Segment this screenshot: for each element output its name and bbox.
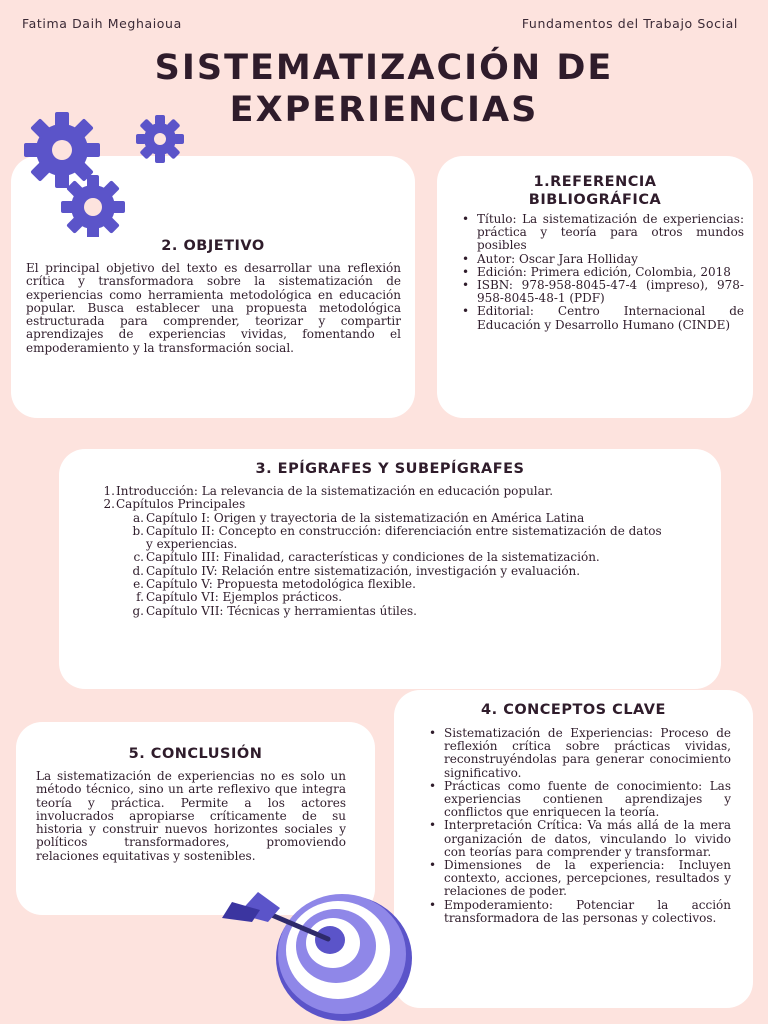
item-number: 2.: [103, 497, 115, 512]
course-name: Fundamentos del Trabajo Social: [521, 16, 738, 31]
title-line-1: SISTEMATIZACIÓN DE: [154, 48, 614, 88]
chapter-text: Capítulo IV: Relación entre sistematización, investigación y evaluación.: [146, 563, 581, 578]
referencia-card: [437, 156, 753, 418]
item-text: Introducción: La relevancia de la sistematización en educación popular.: [116, 484, 554, 498]
chapter-item: [133, 510, 666, 525]
epigrafes-list: [103, 484, 666, 618]
chapter-letter: g.: [132, 603, 144, 618]
gears-icon: [0, 112, 200, 237]
item-number: 1.: [103, 484, 115, 498]
author-name: Fatima Daih Meghaioua: [22, 16, 182, 31]
referencia-heading: 1.REFERENCIA BIBLIOGRÁFICA: [528, 174, 662, 208]
list-item: • Prácticas como fuente de conocimiento: Las experiencias contienen aprendizajes y conflictos que enriquecen la teoría.: [424, 780, 731, 820]
objetivo-text: El principal objetivo del texto es desarrollar una reflexión crítica y transformadora sobre la sistematización de experiencias como herramienta metodológica en educación popular. Busca establecer una propuesta metodológica estructurada para comprender, teorizar y compartir aprendizajes de experiencias vividas, fomentando el empoderamiento y la transformación social.: [26, 261, 401, 355]
chapter-item: [136, 590, 666, 605]
chapter-item: [132, 603, 666, 618]
conclusion-card: [16, 722, 375, 915]
conceptos-card: [394, 690, 753, 1008]
chapter-item: [132, 563, 666, 578]
list-item: • Dimensiones de la experiencia: Incluyen contexto, acciones, percepciones, resultados y relaciones de poder.: [424, 859, 731, 899]
chapter-item: [132, 523, 666, 552]
chapter-text: Capítulo II: Concepto en construcción: diferenciación entre sistematización de datos y experiencias.: [146, 523, 662, 552]
list-item: • Interpretación Crítica: Va más allá de la mera organización de datos, vinculando lo vivido con teorías para comprender y transformar.: [424, 819, 731, 859]
title-line-2: EXPERIENCIAS: [229, 90, 539, 130]
list-item: • ISBN: 978-958-8045-47-4 (impreso), 978-958-8045-48-1 (PDF): [457, 279, 744, 305]
epigrafes-card: [59, 449, 721, 689]
list-item: • Editorial: Centro Internacional de Educación y Desarrollo Humano (CINDE): [457, 305, 744, 331]
chapter-letter: e.: [133, 577, 144, 592]
chapter-letter: b.: [132, 523, 144, 538]
conclusion-text: La sistematización de experiencias no es solo un método técnico, sino un arte reflexivo que integra teoría y práctica. Permite a los actores involucrados apropiarse críticamente de su historia y construir nuevos horizontes sociales y políticos transformadores, promoviendo relaciones equitativas y sostenibles.: [36, 769, 346, 863]
chapter-letter: a.: [133, 510, 144, 525]
referencia-list: [457, 213, 744, 332]
chapter-item: [133, 577, 666, 592]
chapter-text: Capítulo V: Propuesta metodológica flexible.: [146, 577, 416, 592]
chapters-list: [132, 510, 666, 618]
list-item: • Empoderamiento: Potenciar la acción transformadora de las personas y colectivos.: [424, 899, 731, 925]
epigrafes-heading: 3. EPÍGRAFES Y SUBEPÍGRAFES: [255, 461, 525, 477]
list-item: • Edición: Primera edición, Colombia, 2018: [457, 266, 744, 279]
conceptos-heading: 4. CONCEPTOS CLAVE: [481, 702, 666, 718]
item-text: Capítulos Principales: [116, 497, 246, 512]
chapter-letter: d.: [132, 563, 144, 578]
list-item: [103, 484, 666, 498]
conceptos-list: [424, 727, 731, 925]
chapter-text: Capítulo I: Origen y trayectoria de la sistematización en América Latina: [146, 510, 585, 525]
list-item: • Título: La sistematización de experiencias: práctica y teoría para otros mundos posibles: [457, 213, 744, 253]
chapter-text: Capítulo VI: Ejemplos prácticos.: [146, 590, 343, 605]
chapter-text: Capítulo III: Finalidad, características y condiciones de la sistematización.: [146, 550, 600, 565]
list-item: • Autor: Oscar Jara Holliday: [457, 253, 744, 266]
chapter-letter: c.: [133, 550, 144, 565]
target-icon: [218, 888, 418, 1024]
chapter-text: Capítulo VII: Técnicas y herramientas útiles.: [146, 603, 417, 618]
chapter-item: [133, 550, 666, 565]
list-item: • Sistematización de Experiencias: Proceso de reflexión crítica sobre prácticas vividas, reconstruyéndolas para generar conocimiento significativo.: [424, 727, 731, 780]
chapter-letter: f.: [136, 590, 144, 605]
conclusion-heading: 5. CONCLUSIÓN: [128, 746, 263, 762]
objetivo-heading: 2. OBJETIVO: [161, 238, 265, 254]
list-item: [103, 497, 666, 618]
